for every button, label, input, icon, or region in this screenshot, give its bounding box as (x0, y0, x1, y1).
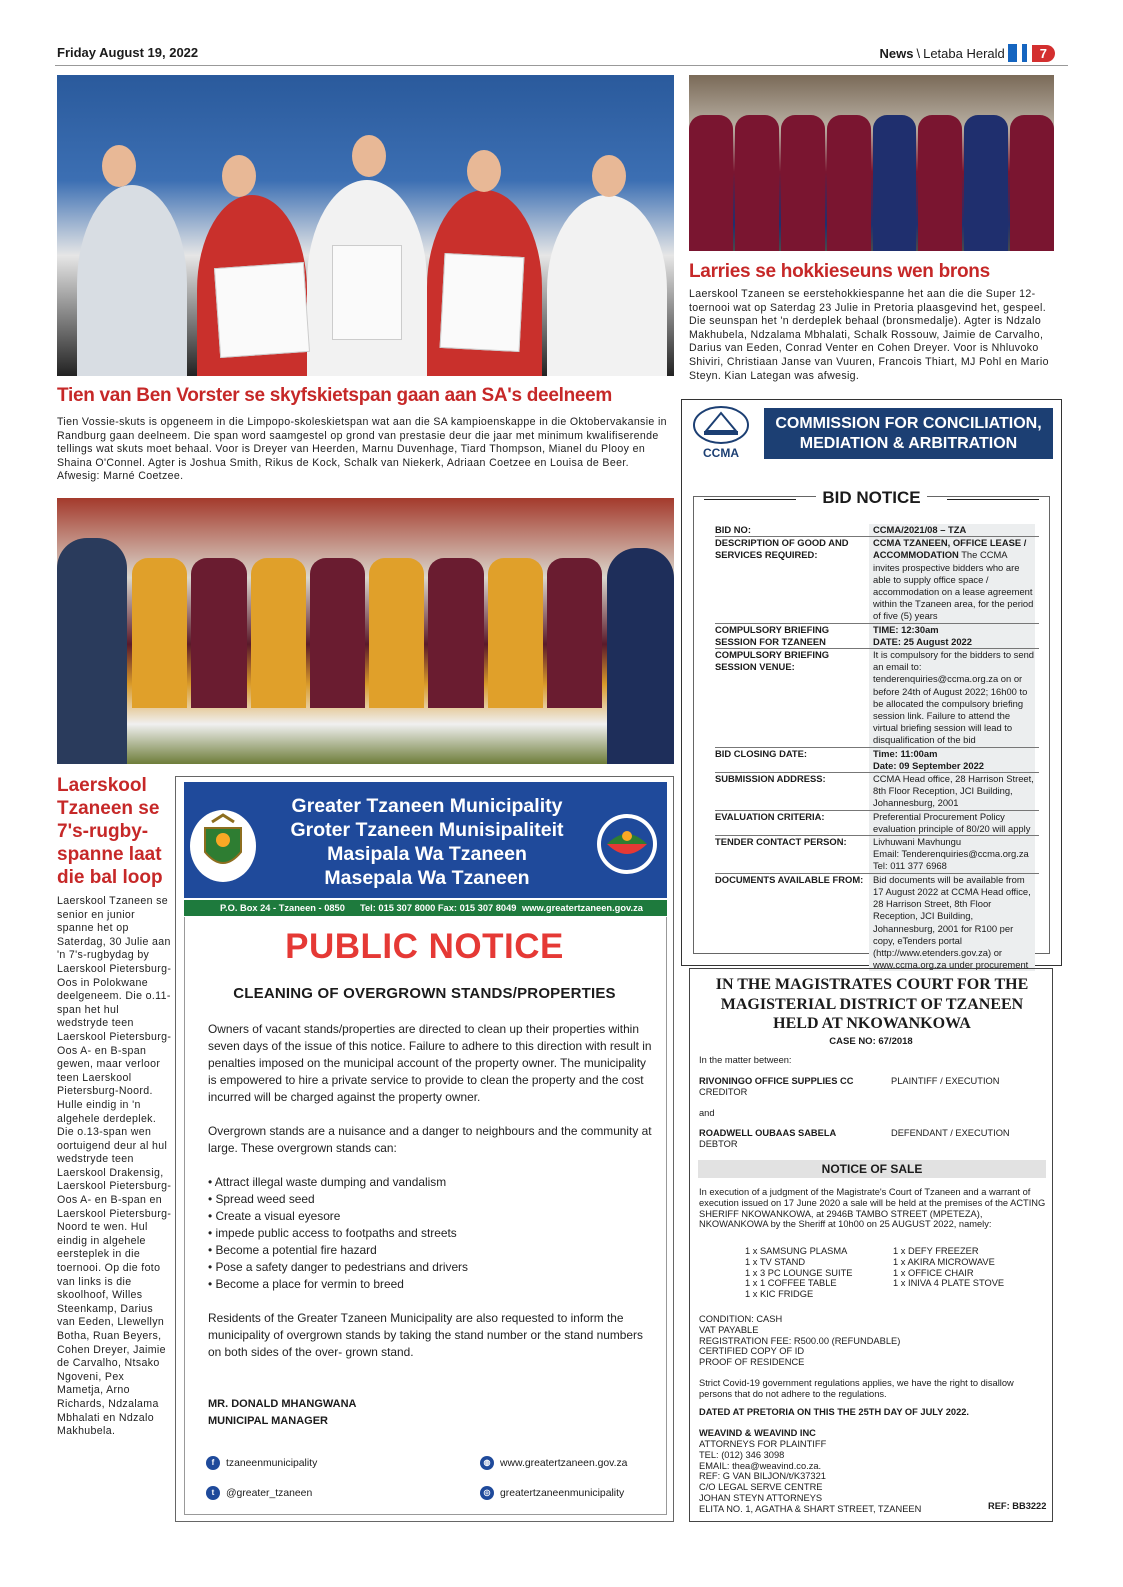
creditor-name: RIVONINGO OFFICE SUPPLIES CC (699, 1076, 854, 1086)
attorney-line: C/O LEGAL SERVE CENTRE (699, 1482, 823, 1493)
shooting-body: Tien Vossie-skuts is opgeneem in die Limpopo-skoleskietspan wat aan die SA kampioenskappe in die Oktobervakansie in Randburg gaan deelneem. Die span word saamgestel op grond van prestasie deur die jaar met minimum kwalifiserende tellings wat skuts moet behaal. Voor is Dreyer van Heerden, Marnu Duvenhage, Tiard Thompson, Mianel du Plooy en Shaina O'Connel. Agter is Joshua Smith, Rikus de Kock, Schalk van Niekerk, Adriaan Coetzee en Louisa de Beer. Afwesig: Marné Coetzee. (57, 416, 667, 483)
rugby-team-photo (57, 498, 674, 764)
bid-key: TENDER CONTACT PERSON: (715, 836, 847, 848)
bid-value-text: Email: Tenderenquiries@ccma.org.za (873, 848, 1029, 860)
bid-value (869, 773, 1035, 810)
items-left (745, 1246, 852, 1300)
bid-value-lead: CCMA TZANEEN, OFFICE LEASE / ACCOMMODATION (873, 537, 1027, 561)
court-title: IN THE MAGISTRATES COURT FOR THE MAGISTERIAL DISTRICT OF TZANEEN HELD AT NKOWANKOWA (715, 976, 1029, 1032)
condition-item: VAT PAYABLE (699, 1324, 759, 1335)
municipality-header (184, 782, 667, 898)
globe-icon: ◍ (480, 1456, 494, 1470)
bid-value-text: The CCMA invites prospective bidders who are able to supply office space / accommodation on a lease agreement within the Tzaneen area, for the period of five (5) years (873, 549, 1034, 622)
municipality-names (242, 794, 612, 890)
bid-value (869, 748, 1035, 772)
notice-of-sale-title: NOTICE OF SALE (698, 1160, 1046, 1178)
phone-fax: Tel: 015 307 8000 Fax: 015 307 8049 (360, 903, 517, 913)
bid-key: COMPULSORY BRIEFING SESSION VENUE: (715, 649, 830, 673)
municipality-name: Groter Tzaneen Munisipaliteit (290, 819, 564, 841)
bid-value-text: Tel: 011 377 6968 (873, 860, 947, 872)
bid-value (869, 874, 1035, 972)
bid-value (869, 836, 1035, 873)
sale-item: 1 x DEFY FREEZER (893, 1246, 979, 1256)
bid-value (869, 811, 1035, 835)
bid-row (715, 649, 1039, 748)
bid-key: DESCRIPTION OF GOOD AND SERVICES REQUIRED: (715, 537, 849, 561)
bid-value (869, 524, 1035, 536)
rugby-headline: Laerskool Tzaneen se 7's-rugby-spanne laat die bal loop (57, 775, 163, 888)
section-name: News (879, 45, 914, 61)
postal-address: P.O. Box 24 - Tzaneen - 0850 (220, 903, 345, 913)
debtor-role: DEBTOR (699, 1139, 738, 1149)
bid-key: DOCUMENTS AVAILABLE FROM: (715, 873, 864, 885)
sale-item: 1 x 3 PC LOUNGE SUITE (745, 1267, 853, 1278)
sale-item: 1 x SAMSUNG PLASMA (745, 1246, 848, 1256)
hazard-item: • Create a visual eyesore (208, 1209, 341, 1223)
section-separator: \ (916, 45, 921, 61)
bid-row (715, 811, 1039, 836)
hazard-item: • Spread weed seed (208, 1192, 315, 1206)
hockey-headline: Larries se hokkieseuns wen brons (689, 261, 990, 282)
header-rule (55, 65, 1068, 66)
municipality-name: Masepala Wa Tzaneen (324, 867, 530, 889)
bid-value-text: Bid documents will be available from 17 August 2022 at CCMA Head office, 28 Harrison Street, 8th Floor Reception, JCI Building, Johannesburg, 2001 for R100 per copy, eTenders portal (http://www.etenders.gov.za) or www.ccma.org.za under procurement (873, 873, 1031, 971)
bid-key: BID CLOSING DATE: (715, 747, 808, 759)
bid-key: SUBMISSION ADDRESS: (715, 773, 826, 785)
public-notice-subtitle: CLEANING OF OVERGROWN STANDS/PROPERTIES (233, 985, 616, 1002)
instagram-link[interactable]: ◎ greatertzaneenmunicipality (480, 1486, 624, 1500)
sale-item: 1 x AKIRA MICROWAVE (893, 1256, 995, 1267)
strip-website: www.greatertzaneen.gov.za (522, 903, 643, 913)
hockey-body: Laerskool Tzaneen se eerstehokkiespanne het aan die die Super 12-toernooi wat op Saterdag 23 Julie in Pretoria plaasgevind het, gespeel. Die seunspan het 'n derdeplek behaal (bronsmedalje). Agter is Ndzalo Makhubela, Ndzalama Mbhalati, Schalk Rossouw, Jaimie de Carvalho, Darius van Eeden, Conrad Venter en Cohen Dreyer. Voor is Nhluvoko Shiviri, Christiaan Janse van Vuuren, Francois Thiart, MJ Pohl en Mario Steyn. Kian Lategan was afwesig. (689, 288, 1049, 382)
bid-notice-title: BID NOTICE (682, 488, 1061, 508)
ccma-logo-text: CCMA (703, 446, 739, 460)
hazard-item: • Attract illegal waste dumping and vandalism (208, 1175, 447, 1189)
twitter-link[interactable]: t @greater_tzaneen (206, 1486, 312, 1500)
plaintiff-label: PLAINTIFF / EXECUTION (891, 1076, 1000, 1086)
attorney-name: WEAVIND & WEAVIND INC (699, 1428, 816, 1438)
header-bar-decoration (1008, 44, 1017, 62)
website-link[interactable]: ◍ www.greatertzaneen.gov.za (480, 1456, 627, 1470)
hazard-item: • Pose a safety danger to pedestrians and drivers (208, 1260, 468, 1274)
condition-item: PROOF OF RESIDENCE (699, 1357, 805, 1368)
bid-value-text: DATE: 25 August 2022 (873, 635, 972, 647)
items-right (893, 1246, 1004, 1289)
bid-value-text: CCMA/2021/08 – TZA (873, 524, 967, 535)
bid-row (715, 624, 1039, 649)
condition-item: CERTIFIED COPY OF ID (699, 1346, 805, 1357)
covid-note: Strict Covid-19 government regulations applies, we have the right to disallow persons that do not adhere to the regulations. (699, 1378, 1014, 1399)
hazard-item: • impede public access to footpaths and streets (208, 1226, 457, 1240)
bid-value-text: Preferential Procurement Policy evaluation principle of 80/20 will apply (873, 810, 1031, 834)
attorney-details (699, 1439, 921, 1515)
defendant-label: DEFENDANT / EXECUTION (891, 1128, 1010, 1138)
court-notice (689, 968, 1053, 1522)
bid-value-text: Livhuwani Mavhungu (873, 836, 962, 848)
bid-row (715, 773, 1039, 811)
bid-key: EVALUATION CRITERIA: (715, 810, 825, 822)
municipality-notice (175, 776, 674, 1522)
municipality-name: Masipala Wa Tzaneen (327, 843, 527, 865)
attorney-line: JOHAN STEYN ATTORNEYS (699, 1492, 823, 1503)
bid-value (869, 624, 1035, 648)
facebook-icon: f (206, 1456, 220, 1470)
ccma-title-line2: MEDIATION & ARBITRATION (799, 435, 1018, 452)
bid-row (715, 524, 1039, 537)
page-number: 7 (1032, 45, 1055, 62)
facebook-link[interactable]: f tzaneenmunicipality (206, 1456, 317, 1470)
notice-paragraph-1: Owners of vacant stands/properties are directed to clean up their properties within seven days of the issue of this notice. Failure to adhere to this direction with result in penalties imposed on the municipal account of the property owner. The municipality is empowered to hire a private service to provide to clean the property and the cost incurred will be charged against the property owner. (208, 1022, 652, 1104)
shooting-headline: Tien van Ben Vorster se skyfskietspan gaan aan SA's deelneem (57, 385, 613, 406)
bid-value-text: Date: 09 September 2022 (873, 759, 984, 771)
bid-key: COMPULSORY BRIEFING SESSION FOR TZANEEN (715, 623, 830, 647)
ccma-bid-notice (681, 399, 1062, 971)
bid-row (715, 874, 1039, 972)
ccma-logo (686, 403, 756, 461)
attorney-line: REF: G VAN BILJON/t/K37321 (699, 1471, 826, 1482)
creditor-role: CREDITOR (699, 1087, 748, 1097)
attorney-line: TEL: (012) 346 3098 (699, 1449, 785, 1460)
bid-key: BID NO: (715, 524, 751, 535)
hazard-item: • Become a potential fire hazard (208, 1243, 377, 1257)
bid-row (715, 537, 1039, 623)
bid-value-text: CCMA Head office, 28 Harrison Street, 8th Floor Reception, JCI Building, Johannesburg, 2001 (873, 773, 1034, 809)
hazard-item: • Become a place for vermin to breed (208, 1277, 404, 1291)
instagram-icon: ◎ (480, 1486, 494, 1500)
attorney-line: EMAIL: thea@weavind.co.za. (699, 1460, 822, 1471)
paper-name: Letaba Herald (923, 45, 1005, 61)
bid-value (869, 537, 1035, 622)
municipality-contact-strip (184, 900, 667, 916)
hockey-team-photo (689, 75, 1054, 251)
attorney-line: ATTORNEYS FOR PLAINTIFF (699, 1439, 827, 1449)
dated-line: DATED AT PRETORIA ON THIS THE 25TH DAY OF JULY 2022. (699, 1407, 970, 1417)
bid-table (715, 524, 1039, 971)
sale-item: 1 x TV STAND (745, 1256, 806, 1267)
case-number: CASE NO: 67/2018 (829, 1036, 913, 1047)
rugby-body: Laerskool Tzaneen se senior en junior spanne het op Saterdag, 30 Julie aan 'n 7's-rugbydag by Laerskool Pietersburg-Oos in Polokwane deelgeneem. Die o.11-span het hul wedstryde teen Laerskool Pietersburg-Oos A- en B-span gewen, maar verloor teen Laerskool Pietersburg-Noord. Hulle eindig in 'n algehele derdeplek. Die o.13-span wen oortuigend deur al hul wedstryde teen Laerskool Drakensig, Laerskool Pietersburg-Oos A- en B-span en Laerskool Pietersburg-Noord te wen. Hul eindig in algehele eersteplek in die toernooi. Op die foto van links is die skoolhoof, Willes Steenkamp, Darius van Eeden, Llewellyn Botha, Ruan Beyers, Cohen Dreyer, Jaimie de Carvalho, Ntsako Ngoveni, Pex Mametja, Arno Richards, Ndzalama Mbhalati en Ndzalo Makhubela. (57, 895, 172, 1438)
signer-name: MR. DONALD MHANGWANA (208, 1398, 357, 1410)
conditions-list (699, 1314, 900, 1368)
signature-block (208, 1396, 356, 1430)
signer-title: MUNICIPAL MANAGER (208, 1415, 328, 1427)
notice-paragraph-3: Residents of the Greater Tzaneen Municipality are also requested to inform the municipality of overgrown stands by taking the stand number or the stand numbers on both sides of the over- grown stand. (208, 1311, 643, 1359)
sale-item: 1 x OFFICE CHAIR (893, 1267, 974, 1278)
section-header (880, 44, 1056, 62)
header-bar-decoration-2 (1022, 44, 1027, 62)
sale-item: 1 x INIVA 4 PLATE STOVE (893, 1278, 1005, 1289)
municipality-name: Greater Tzaneen Municipality (291, 795, 563, 817)
municipal-logo-icon (597, 814, 657, 874)
social-links (184, 1442, 667, 1510)
attorney-line: ELITA NO. 1, AGATHA & SHART STREET, TZANEEN (699, 1503, 922, 1514)
twitter-icon: t (206, 1486, 220, 1500)
sale-item: 1 x 1 COFFEE TABLE (745, 1278, 837, 1289)
notice-paragraph-2: Overgrown stands are a nuisance and a danger to neighbours and the community at large. These overgrown stands can: (208, 1124, 652, 1155)
hazard-list (208, 1174, 652, 1293)
ccma-title-band (764, 408, 1053, 459)
debtor-name: ROADWELL OUBAAS SABELA (699, 1128, 837, 1138)
bid-value-text: Time: 11:00am (873, 747, 938, 759)
shooting-team-photo (57, 75, 674, 376)
and-label: and (699, 1108, 715, 1118)
ccma-title-line1: COMMISSION FOR CONCILIATION, (775, 415, 1042, 432)
matter-label: In the matter between: (699, 1055, 792, 1065)
bid-value-text: TIME: 12:30am (873, 623, 939, 635)
sale-item: 1 x KIC FRIDGE (745, 1289, 814, 1300)
bid-row (715, 748, 1039, 773)
bid-value (869, 649, 1035, 747)
condition-item: REGISTRATION FEE: R500.00 (REFUNDABLE) (699, 1335, 901, 1346)
public-notice-body (208, 1021, 652, 1378)
issue-date: Friday August 19, 2022 (57, 45, 199, 60)
condition-item: CONDITION: CASH (699, 1314, 783, 1324)
sale-intro: In execution of a judgment of the Magistrate's Court of Tzaneen and a warrant of execution issued on 17 June 2020 a sale will be held at the premises of the ACTING SHERIFF NKOWANKOWA, at 2946B TAMBO STREET (MPETEZA), NKOWANKOWA by the Sheriff at 10h00 on 25 AUGUST 2022, namely: (699, 1187, 1046, 1230)
bid-value-text: It is compulsory for the bidders to send an email to: tenderenquiries@ccma.org.za on or before 24th of August 2022; 16h00 to be allocated the compulsory briefing session link. Failure to attend the virtual briefing session will lead to disqualification of the bid (873, 649, 1035, 746)
public-notice-title: PUBLIC NOTICE (285, 927, 564, 966)
bid-row (715, 836, 1039, 874)
court-ref: REF: BB3222 (988, 1501, 1047, 1511)
